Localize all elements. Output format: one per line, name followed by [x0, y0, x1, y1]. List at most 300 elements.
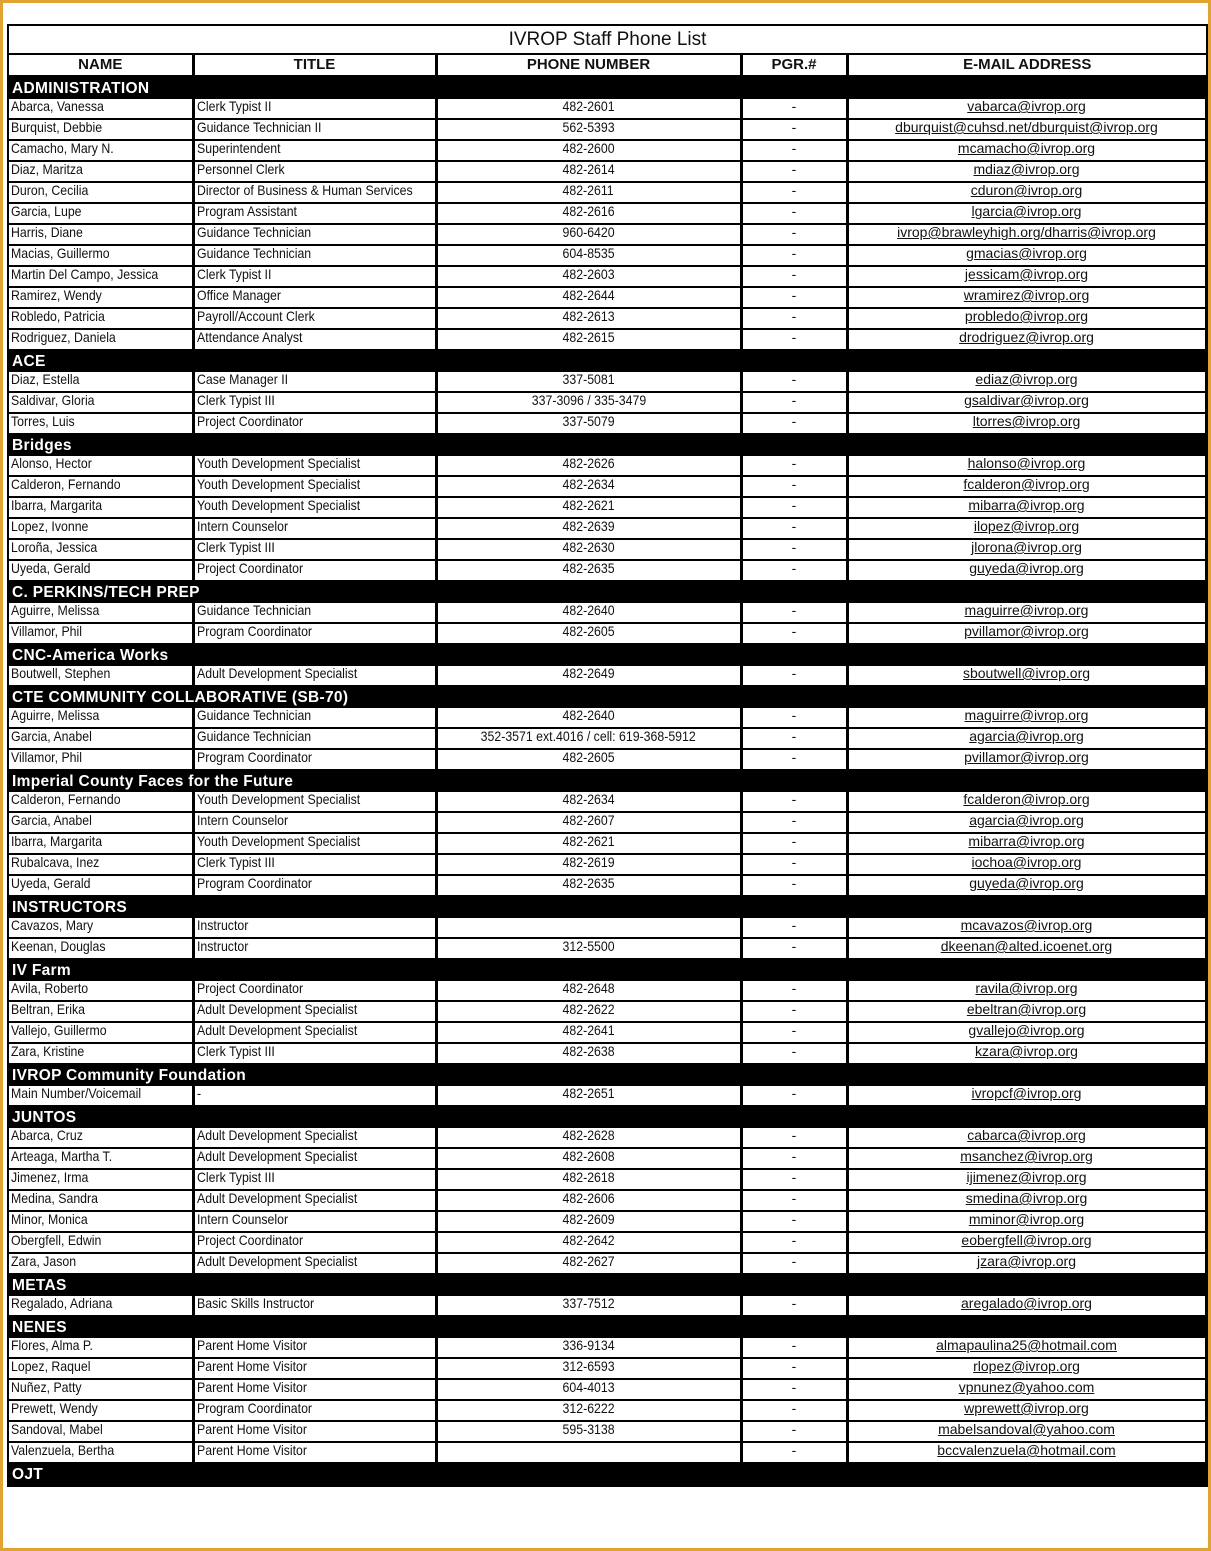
staff-name: Arteaga, Martha T. [11, 1148, 113, 1164]
email-link-cell [847, 833, 1206, 854]
pager-number: - [791, 518, 797, 534]
staff-title-cell [193, 1128, 436, 1148]
email-link[interactable]: lgarcia@ivrop.org [971, 203, 1082, 219]
pager-number: - [791, 1148, 797, 1164]
pager-number-cell [741, 392, 847, 413]
header-title: TITLE [193, 55, 436, 77]
email-link[interactable]: agarcia@ivrop.org [969, 728, 1084, 744]
pager-number: - [791, 203, 797, 219]
email-link[interactable]: pvillamor@ivrop.org [964, 749, 1089, 765]
email-link[interactable]: mabelsandoval@yahoo.com [938, 1421, 1115, 1437]
email-link-cell [847, 497, 1206, 518]
pager-number-cell [741, 182, 847, 203]
phone-number-cell [436, 1148, 741, 1169]
pager-number: - [791, 99, 797, 114]
email-link-cell [847, 812, 1206, 833]
section-header [9, 896, 1206, 918]
pager-number-cell [741, 854, 847, 875]
staff-name-cell [9, 1128, 193, 1148]
pager-number: - [791, 119, 797, 135]
section-header [9, 350, 1206, 372]
pager-number-cell [741, 728, 847, 749]
staff-name-cell [9, 833, 193, 854]
pager-number-cell [741, 1148, 847, 1169]
staff-title-cell [193, 918, 436, 938]
staff-title-cell [193, 392, 436, 413]
email-link[interactable]: ebeltran@ivrop.org [966, 1001, 1087, 1017]
header-phone: PHONE NUMBER [436, 55, 741, 77]
staff-name-cell [9, 1232, 193, 1253]
phone-number-cell [436, 1253, 741, 1274]
phone-number: 337-5079 [562, 413, 615, 429]
staff-name-cell [9, 161, 193, 182]
phone-number: 595-3138 [562, 1421, 615, 1437]
email-link[interactable]: halonso@ivrop.org [967, 456, 1086, 471]
section-title: C. PERKINS/TECH PREP [9, 581, 1206, 603]
email-link[interactable]: mminor@ivrop.org [968, 1211, 1085, 1227]
pager-number: - [791, 476, 797, 492]
phone-number: 336-9134 [562, 1338, 615, 1353]
staff-title-cell [193, 1190, 436, 1211]
email-link[interactable]: agarcia@ivrop.org [969, 812, 1084, 828]
email-link-cell [847, 1400, 1206, 1421]
pager-number-cell [741, 1442, 847, 1463]
phone-number: 482-2640 [562, 708, 615, 723]
email-link[interactable]: kzara@ivrop.org [975, 1043, 1078, 1059]
email-link[interactable]: ravila@ivrop.org [975, 981, 1078, 996]
phone-number-cell [436, 1190, 741, 1211]
staff-name-cell [9, 1148, 193, 1169]
staff-name-cell [9, 518, 193, 539]
staff-title: Project Coordinator [196, 981, 303, 996]
email-link[interactable]: iochoa@ivrop.org [971, 854, 1082, 870]
table-row [9, 1022, 1206, 1043]
pager-number-cell [741, 266, 847, 287]
table-row [9, 1232, 1206, 1253]
staff-title: Adult Development Specialist [196, 1253, 357, 1269]
email-link-cell [847, 1001, 1206, 1022]
email-link-cell [847, 372, 1206, 392]
email-link[interactable]: probledo@ivrop.org [964, 308, 1089, 324]
phone-number: 482-2605 [562, 749, 615, 765]
section-title: JUNTOS [9, 1106, 1206, 1128]
email-link[interactable]: vabarca@ivrop.org [967, 99, 1086, 114]
table-row [9, 1253, 1206, 1274]
staff-title: Guidance Technician [196, 245, 311, 261]
email-link[interactable]: mcamacho@ivrop.org [957, 140, 1096, 156]
phone-number-cell [436, 854, 741, 875]
section-title: IVROP Community Foundation [9, 1064, 1206, 1086]
pager-number: - [791, 539, 797, 555]
email-link[interactable]: smedina@ivrop.org [965, 1190, 1088, 1206]
pager-number: - [791, 497, 797, 513]
staff-title-cell [193, 476, 436, 497]
pager-number: - [791, 623, 797, 639]
staff-name: Calderon, Fernando [11, 476, 121, 492]
staff-title: Clerk Typist II [196, 99, 271, 114]
staff-title-cell [193, 812, 436, 833]
pager-number-cell [741, 497, 847, 518]
staff-name: Cavazos, Mary [11, 918, 94, 933]
table-row [9, 560, 1206, 581]
phone-list-sheet [7, 24, 1208, 1487]
staff-name: Macias, Guillermo [11, 245, 110, 261]
pager-number: - [791, 161, 797, 177]
email-link[interactable]: maguirre@ivrop.org [964, 708, 1089, 723]
email-link[interactable]: wramirez@ivrop.org [963, 287, 1090, 303]
pager-number-cell [741, 1043, 847, 1064]
staff-name-cell [9, 308, 193, 329]
staff-name-cell [9, 287, 193, 308]
table-row [9, 1358, 1206, 1379]
phone-number-cell [436, 266, 741, 287]
staff-title: Clerk Typist II [196, 266, 271, 282]
email-link[interactable]: msanchez@ivrop.org [960, 1148, 1093, 1164]
staff-title-cell [193, 1338, 436, 1358]
email-link[interactable]: dkeenan@alted.icoenet.org [940, 938, 1113, 954]
pager-number-cell [741, 1232, 847, 1253]
phone-number: 482-2628 [562, 1128, 615, 1143]
phone-number-cell [436, 456, 741, 476]
staff-title-cell [193, 1358, 436, 1379]
pager-number: - [791, 224, 797, 240]
section-header [9, 959, 1206, 981]
phone-number-cell [436, 749, 741, 770]
staff-name-cell [9, 854, 193, 875]
phone-number-cell [436, 1421, 741, 1442]
email-link[interactable]: eobergfell@ivrop.org [961, 1232, 1092, 1248]
phone-number-cell [436, 981, 741, 1001]
staff-title-cell [193, 161, 436, 182]
pager-number: - [791, 1442, 797, 1458]
staff-name: Garcia, Lupe [11, 203, 82, 219]
phone-number-cell [436, 308, 741, 329]
staff-title: Adult Development Specialist [196, 1128, 357, 1143]
pager-number-cell [741, 245, 847, 266]
staff-title: Adult Development Specialist [196, 1190, 357, 1206]
phone-number-cell [436, 1358, 741, 1379]
pager-number-cell [741, 1296, 847, 1316]
email-link[interactable]: ijimenez@ivrop.org [966, 1169, 1087, 1185]
pager-number-cell [741, 287, 847, 308]
email-link-cell [847, 119, 1206, 140]
section-title: CNC-America Works [9, 644, 1206, 666]
phone-number-cell [436, 1001, 741, 1022]
email-link-cell [847, 1128, 1206, 1148]
email-link-cell [847, 266, 1206, 287]
email-link-cell [847, 938, 1206, 959]
staff-name-cell [9, 1442, 193, 1463]
email-link[interactable]: guyeda@ivrop.org [969, 875, 1084, 891]
email-link[interactable]: jessicam@ivrop.org [964, 266, 1089, 282]
staff-name: Vallejo, Guillermo [11, 1022, 107, 1038]
email-link[interactable]: gmacias@ivrop.org [966, 245, 1087, 261]
email-link-cell [847, 1442, 1206, 1463]
email-link-cell [847, 1043, 1206, 1064]
staff-name: Rodriguez, Daniela [11, 329, 116, 345]
pager-number: - [791, 1296, 797, 1311]
staff-name: Saldivar, Gloria [11, 392, 95, 408]
phone-number: 312-6593 [562, 1358, 615, 1374]
phone-number-cell [436, 1086, 741, 1106]
pager-number-cell [741, 329, 847, 350]
pager-number: - [791, 372, 797, 387]
phone-number: 312-5500 [562, 938, 615, 954]
staff-title-cell [193, 203, 436, 224]
header-row [9, 55, 1206, 77]
staff-title-cell [193, 308, 436, 329]
pager-number-cell [741, 749, 847, 770]
staff-title-cell [193, 603, 436, 623]
pager-number: - [791, 833, 797, 849]
phone-number: 482-2641 [562, 1022, 615, 1038]
table-row [9, 981, 1206, 1001]
staff-name: Regalado, Adriana [11, 1296, 113, 1311]
phone-number: 482-2600 [562, 140, 615, 156]
email-link[interactable]: ivropcf@ivrop.org [971, 1086, 1082, 1101]
phone-number: 482-2615 [562, 329, 615, 345]
phone-number: 312-6222 [562, 1400, 615, 1416]
pager-number-cell [741, 560, 847, 581]
pager-number: - [791, 792, 797, 807]
staff-name-cell [9, 476, 193, 497]
staff-title-cell [193, 413, 436, 434]
pager-number-cell [741, 1421, 847, 1442]
pager-number-cell [741, 1253, 847, 1274]
email-link[interactable]: dburquist@cuhsd.net/dburquist@ivrop.org [895, 119, 1158, 135]
table-row [9, 1379, 1206, 1400]
table-row [9, 245, 1206, 266]
staff-name-cell [9, 1421, 193, 1442]
email-link-cell [847, 918, 1206, 938]
staff-name: Uyeda, Gerald [11, 560, 91, 576]
staff-title-cell [193, 99, 436, 119]
pager-number-cell [741, 518, 847, 539]
staff-name-cell [9, 792, 193, 812]
phone-number: 482-2651 [562, 1086, 615, 1101]
staff-name: Camacho, Mary N. [11, 140, 114, 156]
section-title: Imperial County Faces for the Future [9, 770, 1206, 792]
section-header [9, 77, 1206, 100]
pager-number-cell [741, 603, 847, 623]
pager-number: - [791, 392, 797, 408]
staff-name: Nuñez, Patty [11, 1379, 82, 1395]
pager-number-cell [741, 456, 847, 476]
pager-number-cell [741, 792, 847, 812]
pager-number-cell [741, 918, 847, 938]
email-link[interactable]: sboutwell@ivrop.org [962, 666, 1091, 681]
staff-title-cell [193, 1148, 436, 1169]
phone-number: 482-2626 [562, 456, 615, 471]
pager-number-cell [741, 981, 847, 1001]
phone-number: 482-2605 [562, 623, 615, 639]
email-link[interactable]: cduron@ivrop.org [970, 182, 1083, 198]
email-link[interactable]: wprewett@ivrop.org [964, 1400, 1089, 1416]
staff-name-cell [9, 203, 193, 224]
email-link[interactable]: fcalderon@ivrop.org [963, 476, 1090, 492]
phone-number: 482-2621 [562, 833, 615, 849]
email-link[interactable]: rlopez@ivrop.org [973, 1358, 1080, 1374]
table-row [9, 539, 1206, 560]
section-title: IV Farm [9, 959, 1206, 981]
pager-number-cell [741, 666, 847, 686]
email-link[interactable]: jzara@ivrop.org [976, 1253, 1077, 1269]
table-row [9, 308, 1206, 329]
email-link-cell [847, 560, 1206, 581]
section-title: OJT [9, 1463, 1206, 1485]
staff-name: Zara, Jason [11, 1253, 77, 1269]
staff-name: Sandoval, Mabel [11, 1421, 103, 1437]
staff-title: Personnel Clerk [196, 161, 285, 177]
pager-number-cell [741, 308, 847, 329]
phone-number-cell [436, 224, 741, 245]
table-row [9, 938, 1206, 959]
email-link-cell [847, 1379, 1206, 1400]
staff-title: Intern Counselor [196, 812, 288, 828]
staff-name: Martin Del Campo, Jessica [11, 266, 159, 282]
pager-number-cell [741, 1086, 847, 1106]
section-title: METAS [9, 1274, 1206, 1296]
section-title: Bridges [9, 434, 1206, 456]
email-link[interactable]: gsaldivar@ivrop.org [964, 392, 1089, 408]
phone-number-cell [436, 666, 741, 686]
staff-name: Main Number/Voicemail [11, 1086, 142, 1101]
email-link[interactable]: maguirre@ivrop.org [964, 603, 1089, 618]
header-pgr: PGR.# [741, 55, 847, 77]
email-link[interactable]: jlorona@ivrop.org [971, 539, 1082, 555]
staff-title-cell [193, 938, 436, 959]
pager-number: - [791, 140, 797, 156]
email-link-cell [847, 1169, 1206, 1190]
page-title: IVROP Staff Phone List [9, 26, 1206, 55]
staff-title: Parent Home Visitor [196, 1358, 307, 1374]
email-link-cell [847, 981, 1206, 1001]
phone-number-cell [436, 938, 741, 959]
pager-number-cell [741, 372, 847, 392]
staff-name: Flores, Alma P. [11, 1338, 93, 1353]
table-row [9, 266, 1206, 287]
staff-name-cell [9, 413, 193, 434]
staff-name: Villamor, Phil [11, 623, 82, 639]
email-link-cell [847, 518, 1206, 539]
table-row [9, 518, 1206, 539]
pager-number: - [791, 603, 797, 618]
phone-number-cell [436, 518, 741, 539]
email-link[interactable]: cabarca@ivrop.org [967, 1128, 1086, 1143]
email-link[interactable]: ilopez@ivrop.org [973, 518, 1080, 534]
email-link[interactable]: ediaz@ivrop.org [975, 372, 1078, 387]
staff-name: Garcia, Anabel [11, 812, 92, 828]
staff-name-cell [9, 266, 193, 287]
staff-name-cell [9, 875, 193, 896]
staff-title-cell [193, 140, 436, 161]
pager-number: - [791, 245, 797, 261]
staff-name-cell [9, 392, 193, 413]
email-link-cell [847, 182, 1206, 203]
pager-number-cell [741, 1379, 847, 1400]
email-link[interactable]: fcalderon@ivrop.org [963, 792, 1090, 807]
table-row [9, 456, 1206, 476]
table-row [9, 1211, 1206, 1232]
staff-name-cell [9, 119, 193, 140]
email-link[interactable]: bccvalenzuela@hotmail.com [937, 1442, 1116, 1458]
phone-number-cell [436, 1169, 741, 1190]
phone-number: 482-2622 [562, 1001, 615, 1017]
table-row [9, 1128, 1206, 1148]
email-link[interactable]: aregalado@ivrop.org [961, 1296, 1092, 1311]
pager-number: - [791, 1128, 797, 1143]
email-link-cell [847, 728, 1206, 749]
phone-number: 482-2614 [562, 161, 615, 177]
phone-number-cell [436, 918, 741, 938]
phone-number: 482-2611 [562, 182, 615, 198]
section-title: INSTRUCTORS [9, 896, 1206, 918]
staff-name: Diaz, Maritza [11, 161, 83, 177]
phone-number: 562-5393 [562, 119, 615, 135]
staff-name: Robledo, Patricia [11, 308, 105, 324]
section-header [9, 1463, 1206, 1485]
table-row [9, 623, 1206, 644]
staff-name-cell [9, 1086, 193, 1106]
staff-name: Medina, Sandra [11, 1190, 98, 1206]
email-link[interactable]: almapaulina25@hotmail.com [936, 1338, 1117, 1353]
staff-title: Youth Development Specialist [196, 497, 360, 513]
email-link[interactable]: mdiaz@ivrop.org [973, 161, 1080, 177]
phone-number-cell [436, 413, 741, 434]
phone-number-cell [436, 812, 741, 833]
email-link[interactable]: gvallejo@ivrop.org [968, 1022, 1085, 1038]
email-link-cell [847, 1190, 1206, 1211]
staff-title-cell [193, 981, 436, 1001]
table-row [9, 728, 1206, 749]
email-link[interactable]: guyeda@ivrop.org [969, 560, 1084, 576]
phone-number-cell [436, 497, 741, 518]
phone-number: 482-2603 [562, 266, 615, 282]
staff-name: Jimenez, Irma [11, 1169, 89, 1185]
email-link-cell [847, 161, 1206, 182]
email-link[interactable]: ivrop@brawleyhigh.org/dharris@ivrop.org [897, 224, 1156, 240]
staff-name: Rubalcava, Inez [11, 854, 100, 870]
email-link[interactable]: drodriguez@ivrop.org [959, 329, 1094, 345]
staff-name: Abarca, Vanessa [11, 99, 104, 114]
section-header [9, 644, 1206, 666]
table-row [9, 854, 1206, 875]
table-row [9, 287, 1206, 308]
email-link[interactable]: mibarra@ivrop.org [968, 497, 1085, 513]
email-link-cell [847, 99, 1206, 119]
staff-title: Clerk Typist III [196, 854, 275, 870]
email-link[interactable]: vpnunez@yahoo.com [958, 1379, 1095, 1395]
email-link[interactable]: pvillamor@ivrop.org [964, 623, 1089, 639]
email-link-cell [847, 708, 1206, 728]
table-row [9, 161, 1206, 182]
staff-name-cell [9, 603, 193, 623]
staff-title: Project Coordinator [196, 1232, 303, 1248]
staff-title: Director of Business & Human Services [196, 182, 413, 198]
email-link-cell [847, 603, 1206, 623]
staff-title: Attendance Analyst [196, 329, 302, 345]
email-link-cell [847, 666, 1206, 686]
phone-number-cell [436, 1232, 741, 1253]
email-link[interactable]: mcavazos@ivrop.org [960, 918, 1093, 933]
email-link[interactable]: ltorres@ivrop.org [972, 413, 1081, 429]
email-link-cell [847, 1338, 1206, 1358]
staff-title-cell [193, 623, 436, 644]
email-link[interactable]: mibarra@ivrop.org [968, 833, 1085, 849]
email-link-cell [847, 1022, 1206, 1043]
section-title: NENES [9, 1316, 1206, 1338]
staff-title-cell [193, 539, 436, 560]
